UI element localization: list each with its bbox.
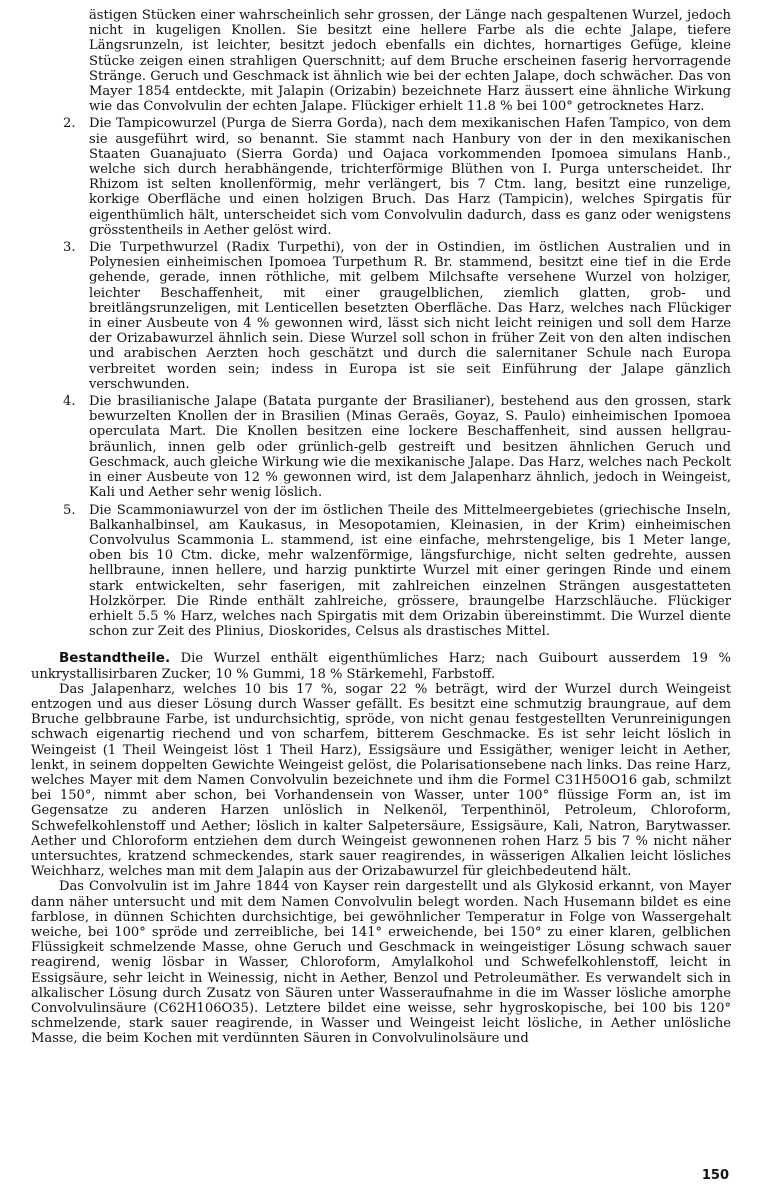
section-intro: Die Wurzel enthält eigenthümliches Harz; nach Guibourt ausserdem 19 % unkrystallisirbaren Zucker, 10 % Gummi, 18 % Stärkemehl, Farbstoff. xyxy=(31,651,731,682)
item-number: 4. xyxy=(63,394,76,410)
body-paragraph: Das Convolvulin ist im Jahre 1844 von Kayser rein dargestellt und als Glykosid erkannt, von Mayer dann näher untersucht und mit dem Namen Convolvulin belegt worden. Nach Husemann bildet es eine farblose, in dünnen Schichten durchsichtige, bei gewöhnlicher Temperatur in Folge von Wassergehalt weiche, bei 100° spröde und zerreibliche, bei 141° erweichende, bei 150° zu einer klaren, gelblichen Flüssigkeit schmelzende Masse, ohne Geruch und Geschmack in weingeistiger Lösung schwach sauer reagirend, wenig lösbar in Wasser, Chloroform, Amylalkohol und Schwefelkohlenstoff, leicht in Essigsäure, sehr leicht in Weinessig, nicht in Aether, Benzol und Petroleumäther. Es verwandelt sich in alkalischer Lösung durch Zusatz von Säuren unter Wasseraufnahme in die im Wasser lösliche amorphe Convolvulinsäure (C62H106O35). Letztere bildet eine weisse, sehr hygroskopische, bei 100 bis 120° schmelzende, stark sauer reagirende, in Wasser und Weingeist leicht lösliche, in Aether unlösliche Masse, die beim Kochen mit verdünnten Säuren in Convolvulinolsäure und xyxy=(31,879,731,1047)
item-number: 3. xyxy=(63,240,76,256)
section-heading: Bestandtheile. xyxy=(59,650,171,667)
item-text: Die Turpethwurzel (Radix Turpethi), von der in Ostindien, im östlichen Australien und in Polynesien einheimischen Ipomoea Turpethum R. Br. stammend, besitzt eine tief in die Erde gehende, gerade, innen röthliche, mit gelbem Milchsafte versehene Wurzel von holziger, leichter Beschaffenheit, mit einer graugelblichen, ziemlich glatten, grob- und breitlängsrunzeligen, mit Lenticellen besetzten Oberfläche. Das Harz, welches nach Flückiger in einer Ausbeute von 4 % gewonnen wird, lässt sich nicht leicht reinigen und soll dem Harze der Orizabawurzel ähnlich sein. Diese Wurzel soll schon in früher Zeit von den alten indischen und arabischen Aerzten hoch geschätzt und durch die salernitaner Schule nach Europa verbreitet worden sein; indess in Europa ist sie seit Einführung der Jalape gänzlich verschwunden. xyxy=(89,240,731,392)
numbered-list xyxy=(31,116,731,639)
item-text: Die brasilianische Jalape (Batata purgante der Brasilianer), bestehend aus den grossen, stark bewurzelten Knollen der in Brasilien (Minas Geraës, Goyaz, S. Paulo) einheimischen Ipomoea operculata Mart. Die Knollen besitzen eine lockere Beschaffenheit, sind aussen hellgrau-bräunlich, innen gelb oder grünlich-gelb gestreift und besitzen ähnlichen Geruch und Geschmack, auch gleiche Wirkung wie die mexikanische Jalape. Das Harz, welches nach Peckolt in einer Ausbeute von 12 % gewonnen wird, ist dem Jalapenharz ähnlich, jedoch in Weingeist, Kali und Aether sehr wenig löslich. xyxy=(89,394,731,501)
continuation-paragraph: ästigen Stücken einer wahrscheinlich sehr grossen, der Länge nach gespaltenen Wurzel, jedoch nicht in kugeligen Knollen. Sie besitzt eine hellere Farbe als die echte Jalape, tiefere Längsrunzeln, ist leichter, besitzt jedoch ebenfalls ein dichtes, hornartiges Gefüge, kleine Stücke zeigen einen strahligen Querschnitt; auf dem Bruche erscheinen faserig hervorragende Stränge. Geruch und Geschmack ist ähnlich wie bei der echten Jalape, doch schwächer. Das von Mayer 1854 entdeckte, mit Jalapin (Orizabin) bezeichnete Harz äussert eine ähnliche Wirkung wie das Convolvulin der echten Jalape. Flückiger erhielt 11.8 % bei 100° getrocknetes Harz. xyxy=(89,8,731,115)
page-number: 150 xyxy=(701,1168,729,1183)
item-text: Die Tampicowurzel (Purga de Sierra Gorda), nach dem mexikanischen Hafen Tampico, von dem sie ausgeführt wird, so benannt. Sie stammt nach Hanbury von der in den mexikanischen Staaten Guanajuato (Sierra Gorda) und Oajaca vorkommenden Ipomoea simulans Hanb., welche sich durch herabhängende, trichterförmige Blüthen von I. Purga unterscheidet. Ihr Rhizom ist selten knollenförmig, mehr verlängert, bis 7 Ctm. lang, besitzt eine runzelige, korkige Oberfläche und einen holzigen Bruch. Das Harz (Tampicin), welches Spirgatis für eigenthümlich hält, unterscheidet sich vom Convolvulin dadurch, dass es ganz oder wenigstens grösstentheils in Aether gelöst wird. xyxy=(89,116,731,238)
section-paragraph xyxy=(31,651,731,681)
list-item xyxy=(31,394,731,500)
body-paragraph: Das Jalapenharz, welches 10 bis 17 %, sogar 22 % beträgt, wird der Wurzel durch Weingeist entzogen und aus dieser Lösung durch Wasser gefällt. Es besitzt eine schmutzig braungraue, auf dem Bruche gelbbraune Farbe, ist undurchsichtig, spröde, von nicht genau festgestellten Verunreinigungen schwach eigenartig riechend und von scharfem, bitterem Geschmacke. Es ist sehr leicht löslich in Weingeist (1 Theil Weingeist löst 1 Theil Harz), Essigsäure und Essigäther, weniger leicht in Aether, lenkt, in seinem doppelten Gewichte Weingeist gelöst, die Polarisationsebene nach links. Das reine Harz, welches Mayer mit dem Namen Convolvulin bezeichnete und ihm die Formel C31H50O16 gab, schmilzt bei 150°, nimmt aber schon, bei Vorhandensein von Wasser, unter 100° flüssige Form an, ist im Gegensatze zu anderen Harzen unlöslich in Nelkenöl, Terpenthinöl, Petroleum, Chloroform, Schwefelkohlenstoff und Aether; löslich in kalter Salpetersäure, Essigsäure, Kali, Natron, Barytwasser. Aether und Chloroform entziehen dem durch Weingeist gewonnenen rohen Harz 5 bis 7 % nicht näher untersuchtes, kratzend schmeckendes, stark sauer reagirendes, in wässerigen Alkalien leicht lösliches Weichharz, welches man mit dem Jalapin aus der Orizabawurzel für gleichbedeutend hält. xyxy=(31,681,731,880)
item-number: 2. xyxy=(63,116,76,132)
list-item xyxy=(31,116,731,238)
list-item xyxy=(31,240,731,392)
item-number: 5. xyxy=(63,502,76,518)
list-item xyxy=(31,503,731,640)
item-text: Die Scammoniawurzel von der im östlichen Theile des Mittelmeergebietes (griechische Inseln, Balkanhalbinsel, am Kaukasus, in Mesopotamien, Kleinasien, in der Krim) einheimischen Convolvulus Scammonia L. stammend, ist eine einfache, mehrstengelige, bis 1 Meter lange, oben bis 10 Ctm. dicke, mehr walzenförmige, längsfurchige, nicht selten gedrehte, aussen hellbraune, innen hellere, und harzig punktirte Wurzel mit einer geringen Rinde und einem stark entwickelten, sehr faserigen, mit zahlreichen einzelnen Strängen ausgestatteten Holzkörper. Die Rinde enthält zahlreiche, grössere, braungelbe Harzschläuche. Flückiger erhielt 5.5 % Harz, welches nach Spirgatis mit dem Orizabin übereinstimmt. Die Wurzel diente schon zur Zeit des Plinius, Dioskorides, Celsus als drastisches Mittel. xyxy=(89,502,731,640)
